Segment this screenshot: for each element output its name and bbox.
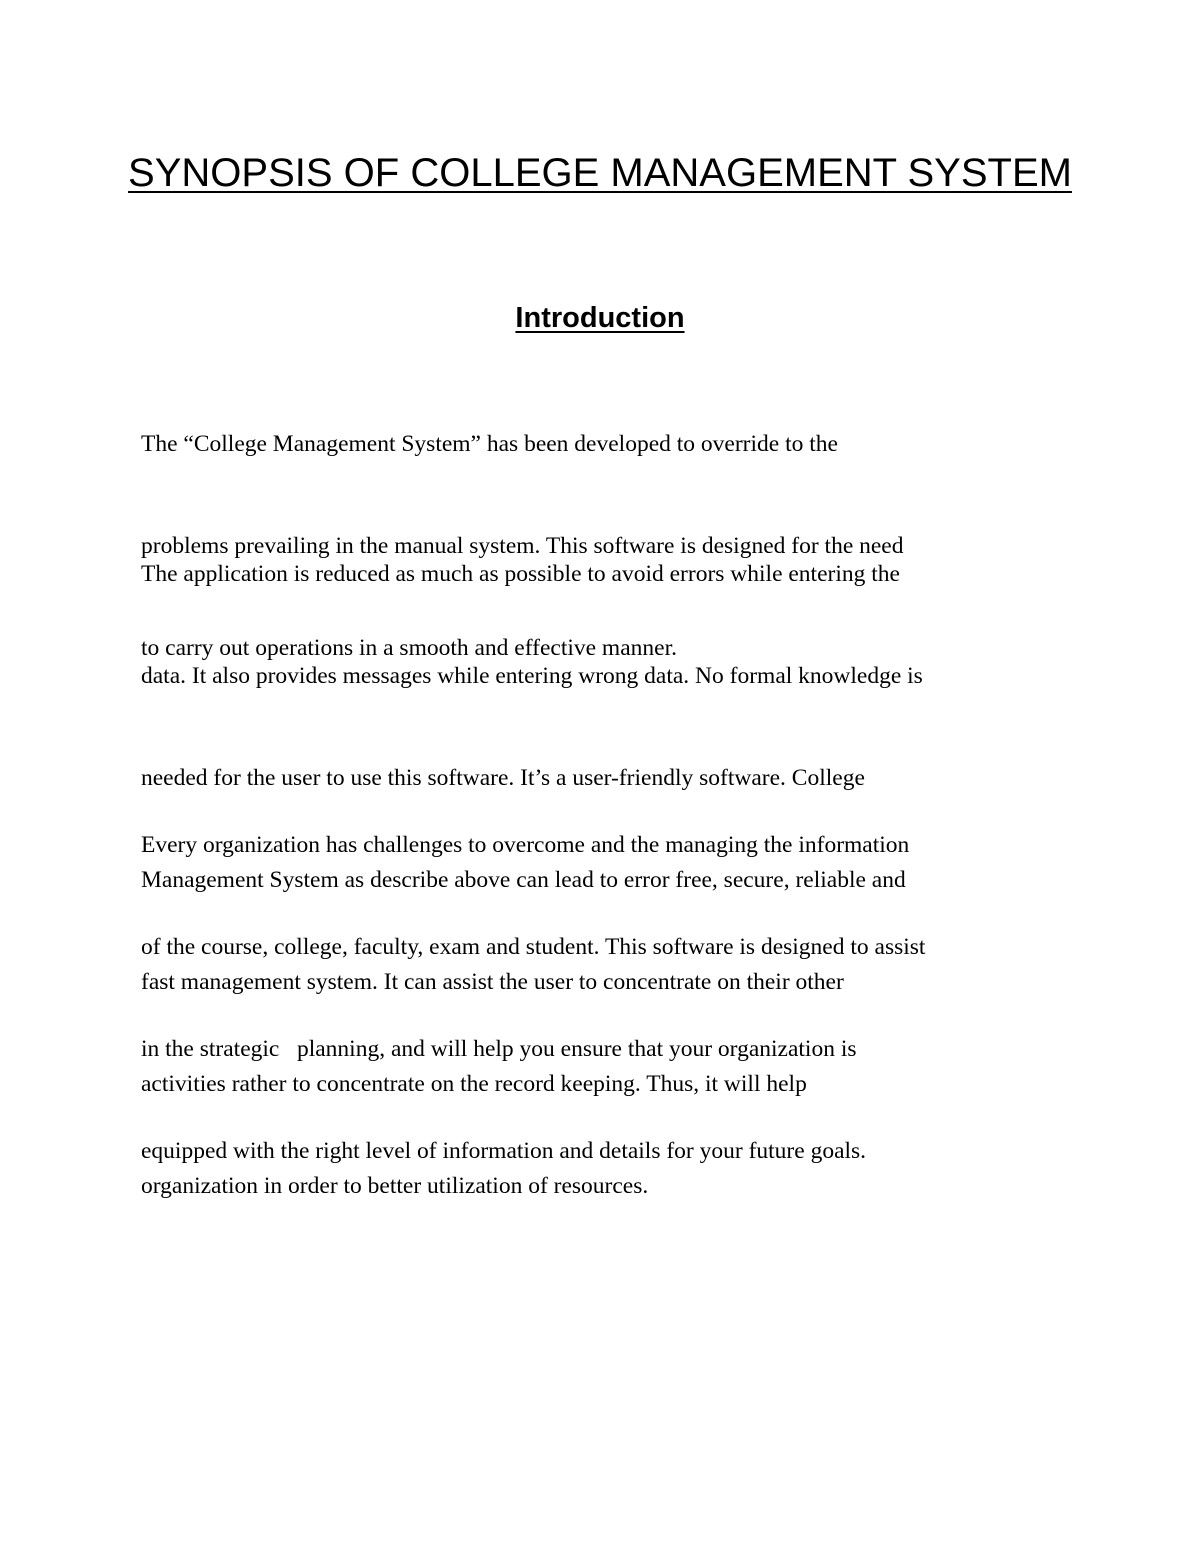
- section-heading-introduction: Introduction: [515, 302, 685, 334]
- paragraph-line: of the course, college, faculty, exam and student. This software is designed to assist: [141, 934, 926, 960]
- paragraph-line: equipped with the right level of information and details for your future goals.: [141, 1138, 867, 1164]
- paragraph-line: problems prevailing in the manual system. This software is designed for the need: [141, 533, 904, 559]
- paragraph-line: The “College Management System” has been developed to override to the: [141, 431, 838, 457]
- paragraph-line: to carry out operations in a smooth and effective manner.: [141, 635, 677, 661]
- paragraph-line: activities rather to concentrate on the record keeping. Thus, it will help: [141, 1071, 807, 1097]
- paragraph-3: [141, 760, 1071, 1236]
- paragraph-line: The application is reduced as much as possible to avoid errors while entering the: [141, 561, 900, 587]
- paragraph-line: needed for the user to use this software. It’s a user-friendly software. College: [141, 765, 865, 791]
- paragraph-line: data. It also provides messages while entering wrong data. No formal knowledge is: [141, 663, 923, 689]
- paragraph-line: Every organization has challenges to overcome and the managing the information: [141, 832, 910, 858]
- paragraph-line: Management System as describe above can lead to error free, secure, reliable and: [141, 867, 906, 893]
- paragraph-line: organization in order to better utilization of resources.: [141, 1173, 649, 1199]
- paragraph-line: fast management system. It can assist the user to concentrate on their other: [141, 969, 844, 995]
- document-title: SYNOPSIS OF COLLEGE MANAGEMENT SYSTEM: [128, 151, 1072, 195]
- paragraph-line: in the strategic planning, and will help you ensure that your organization is: [141, 1036, 857, 1062]
